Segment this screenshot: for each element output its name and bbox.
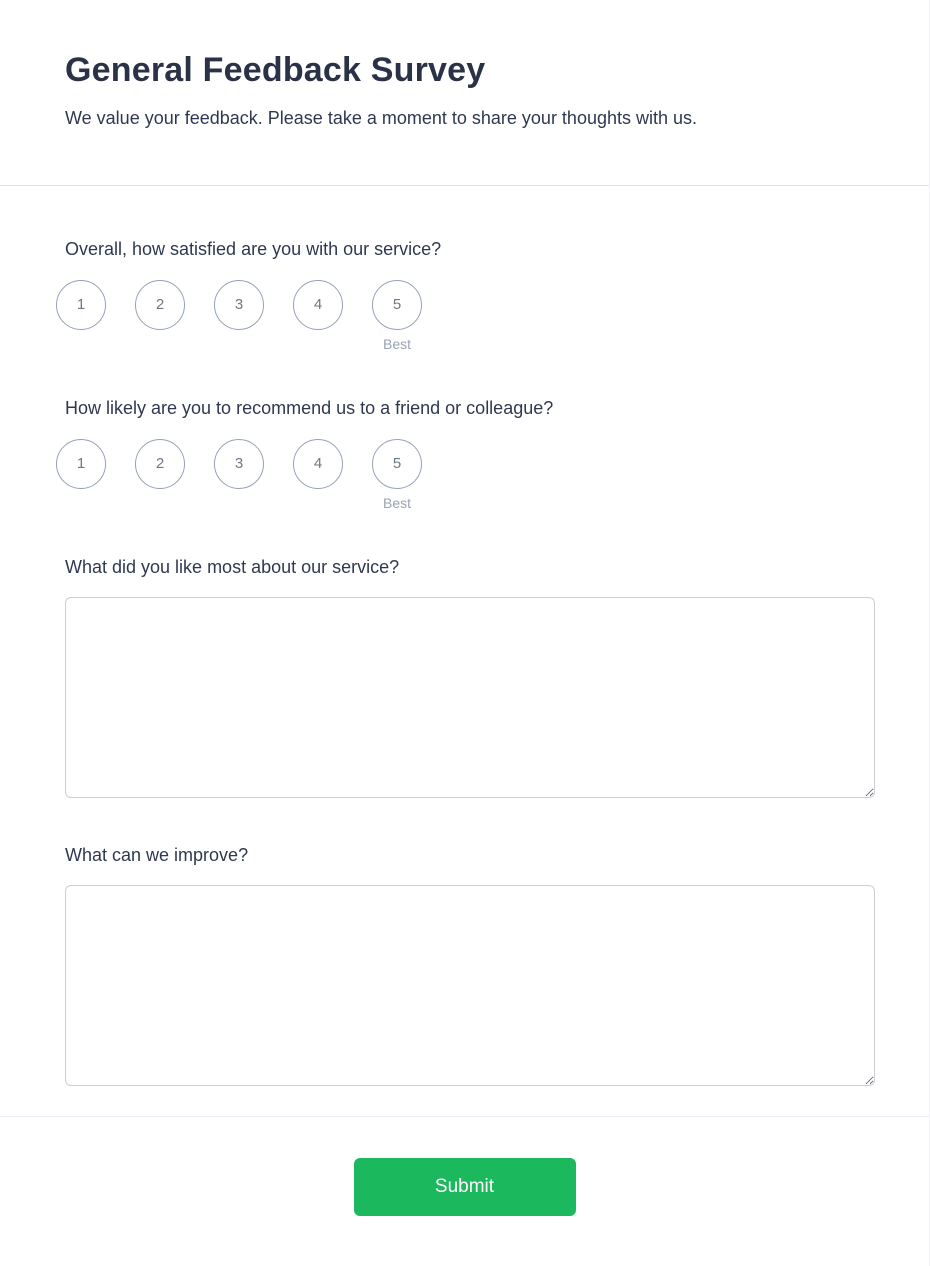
question-label: What did you like most about our service?: [65, 556, 400, 577]
best-label: Best: [382, 335, 411, 352]
rating-option: [293, 439, 343, 510]
question-label: What can we improve?: [65, 844, 249, 865]
q2-rating-5-button[interactable]: 5: [372, 439, 422, 489]
question-label: How likely are you to recommend us to a friend or colleague?: [65, 397, 554, 418]
survey-header: [0, 0, 929, 132]
rating-scale: [56, 280, 864, 351]
rating-option: [372, 280, 422, 351]
question-liked-most: [65, 554, 864, 798]
page-subtitle: We value your feedback. Please take a moment to share your thoughts with us.: [65, 107, 698, 128]
rating-option: [293, 280, 343, 351]
q2-rating-2-button[interactable]: 2: [135, 439, 185, 489]
question-satisfaction: [65, 236, 864, 351]
rating-scale: [56, 439, 864, 510]
submit-section: [0, 1117, 929, 1266]
q2-rating-4-button[interactable]: 4: [293, 439, 343, 489]
page-title: General Feedback Survey: [65, 51, 486, 89]
rating-option: [135, 280, 185, 351]
rating-option: [372, 439, 422, 510]
rating-option: [135, 439, 185, 510]
q2-rating-3-button[interactable]: 3: [214, 439, 264, 489]
q1-rating-5-button[interactable]: 5: [372, 280, 422, 330]
rating-option: [214, 439, 264, 510]
rating-option: [214, 280, 264, 351]
q1-rating-2-button[interactable]: 2: [135, 280, 185, 330]
q1-rating-4-button[interactable]: 4: [293, 280, 343, 330]
question-recommend: [65, 395, 864, 510]
liked-most-textarea[interactable]: [65, 597, 875, 798]
question-label: Overall, how satisfied are you with our service?: [65, 238, 442, 259]
rating-option: [56, 439, 106, 510]
q1-rating-1-button[interactable]: 1: [56, 280, 106, 330]
survey-form: [0, 186, 929, 1086]
q1-rating-3-button[interactable]: 3: [214, 280, 264, 330]
best-label: Best: [382, 494, 411, 511]
rating-option: [56, 280, 106, 351]
q2-rating-1-button[interactable]: 1: [56, 439, 106, 489]
question-improve: [65, 842, 864, 1086]
submit-button[interactable]: Submit: [354, 1158, 576, 1216]
improve-textarea[interactable]: [65, 885, 875, 1086]
